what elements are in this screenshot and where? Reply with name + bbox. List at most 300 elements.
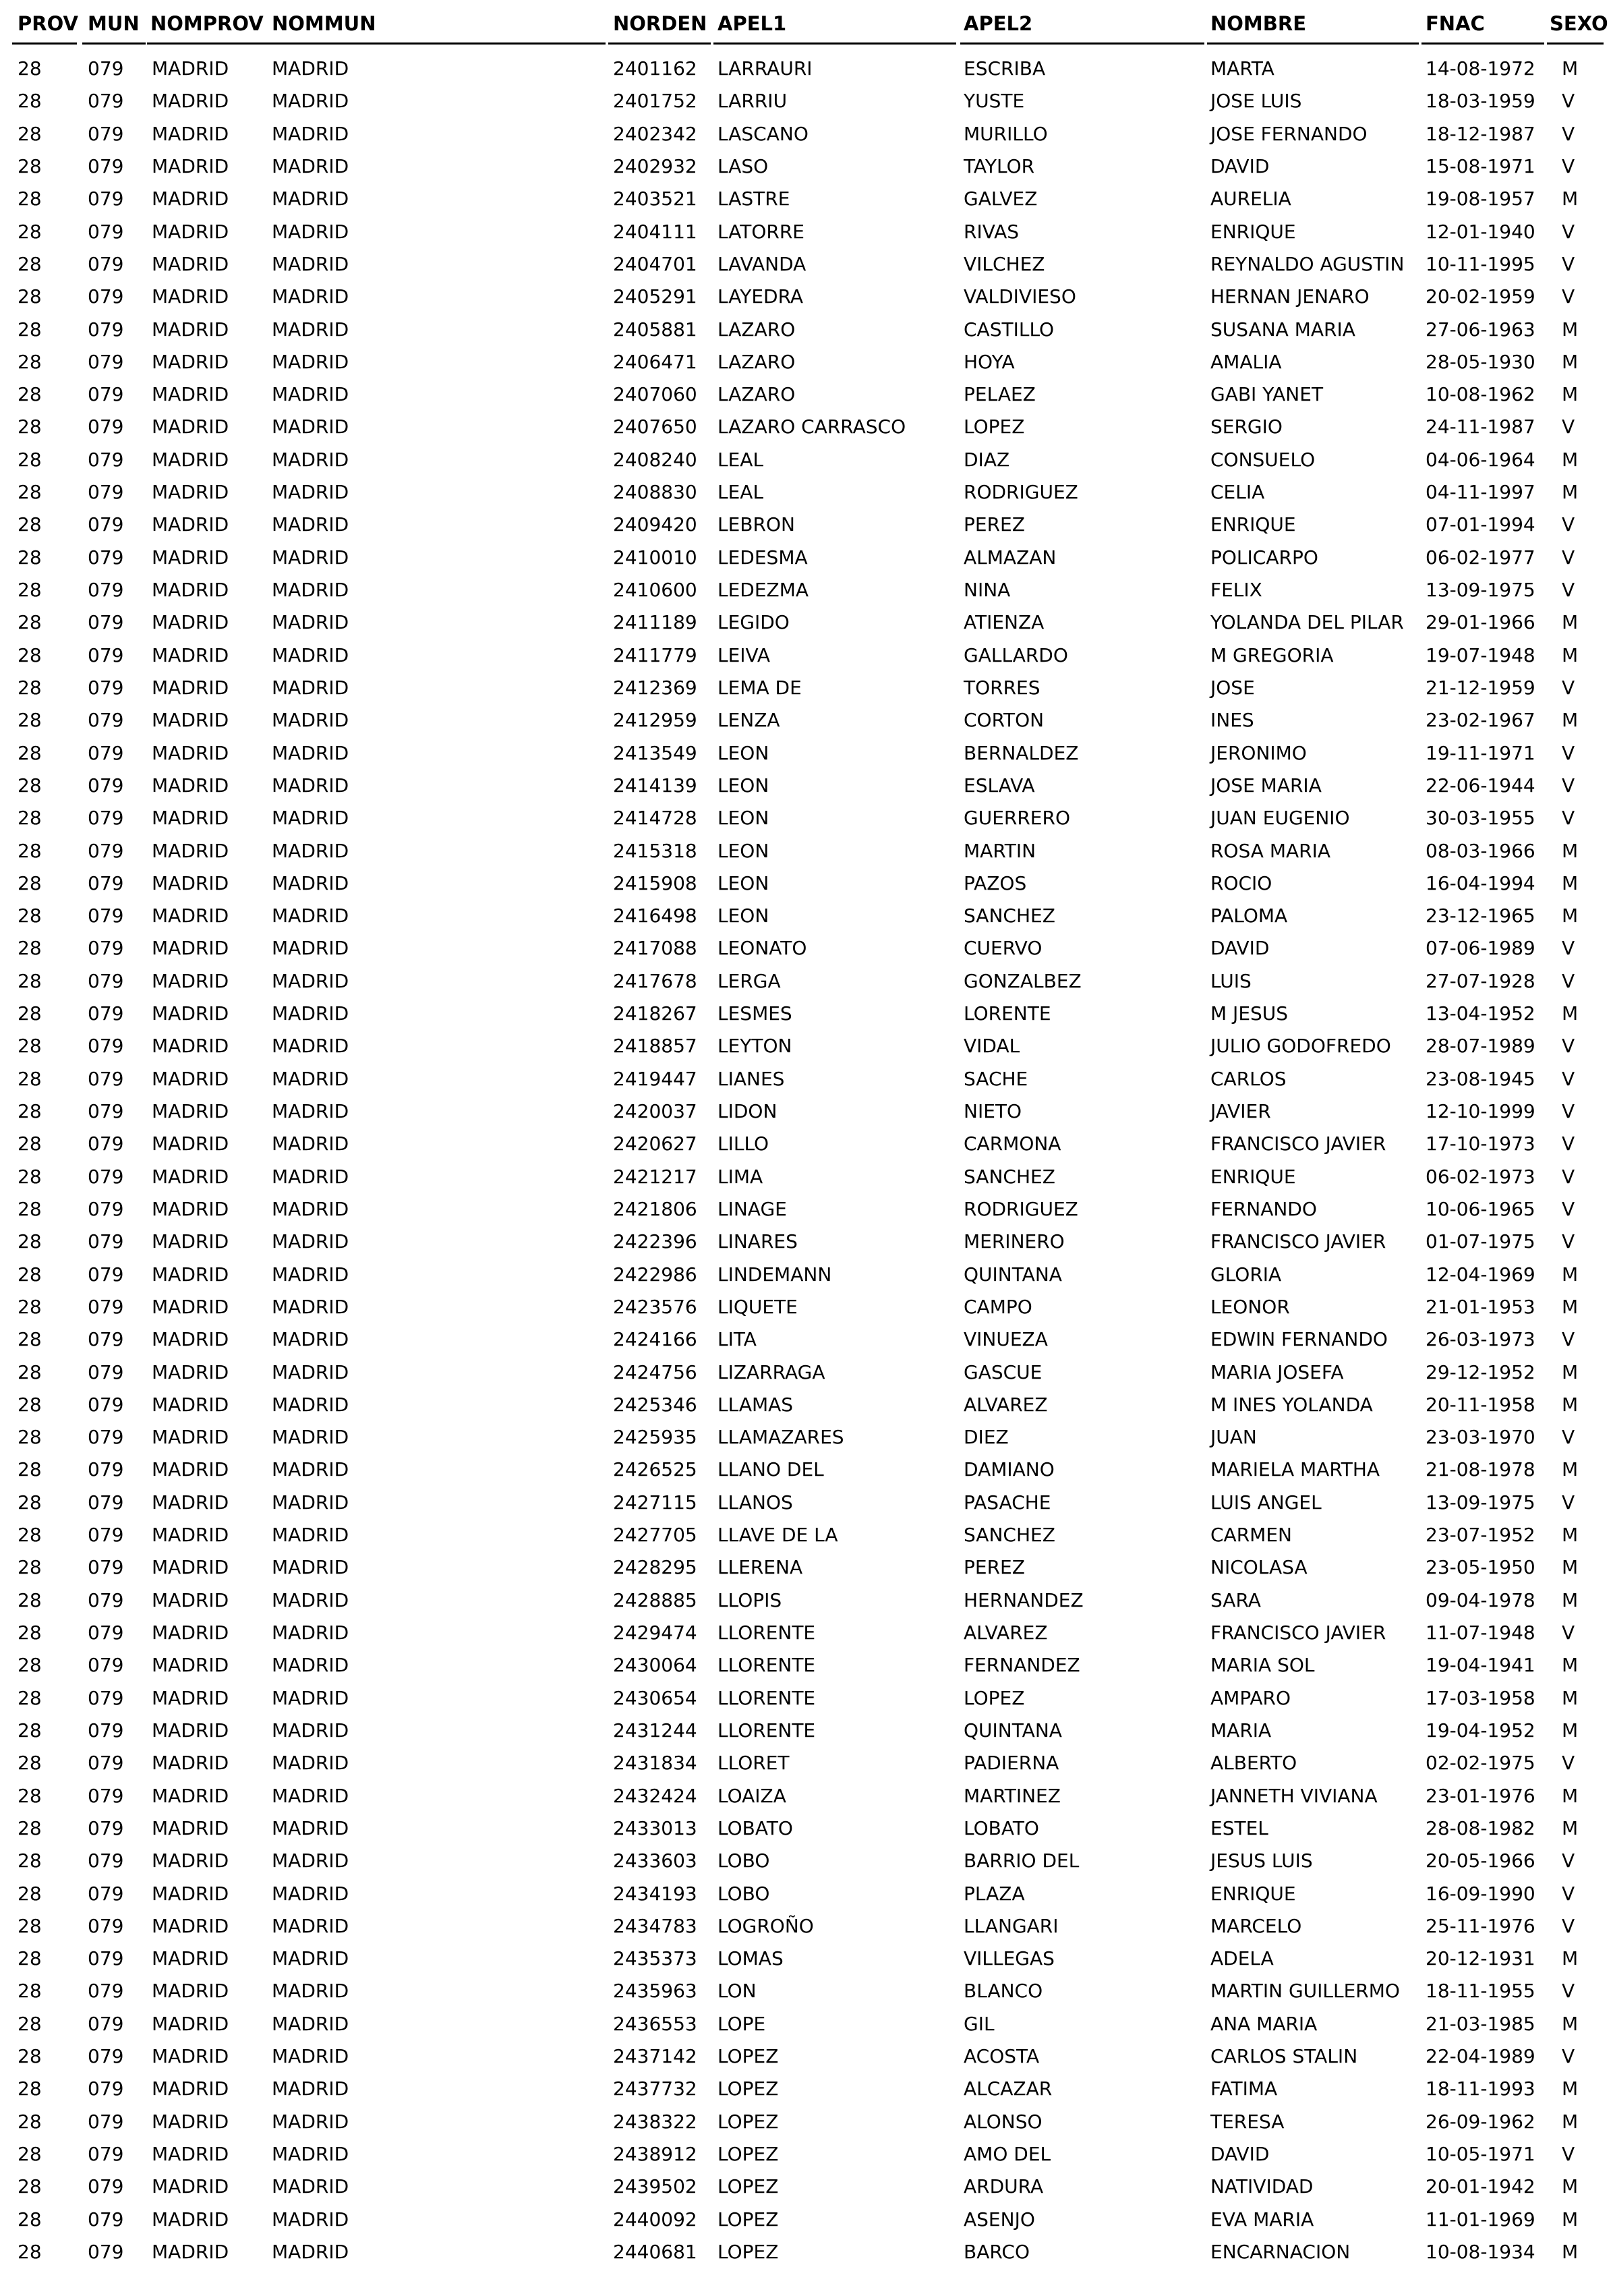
cell-nomprov: MADRID [152, 57, 229, 80]
cell-nomprov: MADRID [152, 2045, 229, 2068]
cell-mun: 079 [88, 1263, 124, 1286]
cell-norden: 2411779 [613, 643, 697, 666]
cell-prov: 28 [18, 1165, 42, 1188]
cell-apel1: LASO [717, 154, 769, 177]
cell-apel1: LEON [717, 905, 769, 927]
cell-mun: 079 [88, 1914, 124, 1937]
cell-sexo: M [1562, 871, 1579, 894]
cell-norden: 2407060 [613, 383, 697, 406]
cell-nombre: DAVID [1210, 937, 1270, 960]
cell-norden: 2429474 [613, 1621, 697, 1644]
table-row [12, 378, 1604, 411]
cell-sexo: M [1562, 839, 1579, 862]
cell-mun: 079 [88, 2077, 124, 2100]
cell-sexo: M [1562, 2175, 1579, 2198]
cell-apel2: VIDAL [964, 1035, 1020, 1058]
cell-mun: 079 [88, 709, 124, 732]
cell-mun: 079 [88, 1849, 124, 1872]
table-row [12, 998, 1604, 1030]
cell-nomprov: MADRID [152, 1621, 229, 1644]
cell-nombre: AMALIA [1210, 350, 1282, 373]
cell-norden: 2420037 [613, 1100, 697, 1122]
cell-mun: 079 [88, 741, 124, 764]
cell-sexo: V [1562, 1100, 1575, 1122]
table-row [12, 835, 1604, 867]
cell-apel2: PELAEZ [964, 383, 1036, 406]
cell-apel2: ESLAVA [964, 774, 1035, 797]
cell-norden: 2413549 [613, 741, 697, 764]
cell-fnac: 10-08-1934 [1426, 2240, 1535, 2263]
cell-nomprov: MADRID [152, 415, 229, 438]
cell-prov: 28 [18, 1719, 42, 1742]
cell-fnac: 19-11-1971 [1426, 741, 1535, 764]
cell-apel2: ESCRIBA [964, 57, 1046, 80]
cell-nomprov: MADRID [152, 1360, 229, 1383]
table-body [12, 53, 1604, 2268]
cell-apel2: LOPEZ [964, 1686, 1025, 1709]
cell-nommun: MADRID [272, 481, 349, 504]
cell-nommun: MADRID [272, 546, 349, 569]
cell-mun: 079 [88, 1295, 124, 1318]
cell-prov: 28 [18, 90, 42, 113]
cell-nommun: MADRID [272, 1849, 349, 1872]
cell-norden: 2424756 [613, 1360, 697, 1383]
cell-nombre: JOSE FERNANDO [1210, 122, 1368, 145]
cell-nombre: YOLANDA DEL PILAR [1210, 611, 1404, 634]
cell-nommun: MADRID [272, 1035, 349, 1058]
cell-nomprov: MADRID [152, 448, 229, 471]
cell-apel1: LATORRE [717, 220, 804, 243]
cell-nombre: LEONOR [1210, 1295, 1290, 1318]
table-row [12, 1389, 1604, 1421]
cell-nombre: CARMEN [1210, 1524, 1292, 1547]
cell-sexo: M [1562, 2110, 1579, 2133]
table-row [12, 2073, 1604, 2105]
table-row [12, 770, 1604, 802]
cell-norden: 2415908 [613, 871, 697, 894]
cell-nombre: DAVID [1210, 154, 1270, 177]
cell-nommun: MADRID [272, 969, 349, 992]
cell-nommun: MADRID [272, 2045, 349, 2068]
cell-apel2: RODRIGUEZ [964, 1197, 1078, 1220]
table-row [12, 1715, 1604, 1747]
cell-prov: 28 [18, 57, 42, 80]
cell-prov: 28 [18, 1882, 42, 1905]
cell-nombre: PALOMA [1210, 905, 1288, 927]
cell-nombre: ENRIQUE [1210, 220, 1296, 243]
cell-sexo: M [1562, 1393, 1579, 1416]
table-row [12, 1910, 1604, 1943]
cell-prov: 28 [18, 1100, 42, 1122]
cell-nomprov: MADRID [152, 383, 229, 406]
cell-prov: 28 [18, 611, 42, 634]
cell-apel1: LOPEZ [717, 2110, 779, 2133]
table-row [12, 965, 1604, 998]
cell-nombre: JOSE LUIS [1210, 90, 1302, 113]
cell-fnac: 21-08-1978 [1426, 1458, 1535, 1481]
table-row [12, 1747, 1604, 1779]
cell-nommun: MADRID [272, 579, 349, 601]
cell-norden: 2423576 [613, 1295, 697, 1318]
cell-sexo: M [1562, 2077, 1579, 2100]
cell-mun: 079 [88, 1426, 124, 1449]
cell-apel1: LLERENA [717, 1556, 803, 1579]
cell-apel1: LOBATO [717, 1816, 793, 1839]
cell-nommun: MADRID [272, 90, 349, 113]
cell-nombre: REYNALDO AGUSTIN [1210, 252, 1405, 275]
cell-prov: 28 [18, 2077, 42, 2100]
table-row [12, 118, 1604, 150]
cell-apel2: ARDURA [964, 2175, 1044, 2198]
table-row [12, 2171, 1604, 2203]
cell-apel2: QUINTANA [964, 1719, 1062, 1742]
cell-norden: 2439502 [613, 2175, 697, 2198]
cell-prov: 28 [18, 1426, 42, 1449]
cell-prov: 28 [18, 807, 42, 830]
cell-nomprov: MADRID [152, 318, 229, 341]
cell-nommun: MADRID [272, 285, 349, 308]
cell-prov: 28 [18, 1588, 42, 1611]
cell-apel2: FERNANDEZ [964, 1654, 1080, 1677]
cell-apel1: LEDEZMA [717, 579, 809, 601]
cell-nomprov: MADRID [152, 1458, 229, 1481]
cell-sexo: V [1562, 1197, 1575, 1220]
cell-nommun: MADRID [272, 839, 349, 862]
cell-mun: 079 [88, 1393, 124, 1416]
header-underline-norden [608, 42, 711, 45]
cell-nomprov: MADRID [152, 1328, 229, 1351]
cell-fnac: 10-05-1971 [1426, 2143, 1535, 2165]
cell-prov: 28 [18, 1360, 42, 1383]
cell-apel1: LOBO [717, 1849, 770, 1872]
cell-norden: 2431244 [613, 1719, 697, 1742]
cell-apel1: LOPE [717, 2012, 766, 2035]
cell-nombre: MARTIN GUILLERMO [1210, 1980, 1400, 2003]
cell-apel1: LEON [717, 741, 769, 764]
cell-nomprov: MADRID [152, 807, 229, 830]
cell-nombre: MARCELO [1210, 1914, 1302, 1937]
cell-fnac: 06-02-1973 [1426, 1165, 1535, 1188]
cell-apel2: VILLEGAS [964, 1947, 1055, 1970]
cell-norden: 2434193 [613, 1882, 697, 1905]
cell-nombre: ALBERTO [1210, 1752, 1297, 1775]
cell-sexo: M [1562, 1458, 1579, 1481]
cell-nomprov: MADRID [152, 2110, 229, 2133]
cell-norden: 2422986 [613, 1263, 697, 1286]
cell-apel1: LOAIZA [717, 1784, 786, 1807]
cell-norden: 2412369 [613, 676, 697, 699]
cell-prov: 28 [18, 579, 42, 601]
cell-mun: 079 [88, 1002, 124, 1025]
cell-nommun: MADRID [272, 513, 349, 536]
cell-apel1: LAYEDRA [717, 285, 804, 308]
cell-norden: 2424166 [613, 1328, 697, 1351]
column-header-nomprov: NOMPROV [150, 12, 264, 35]
cell-mun: 079 [88, 1654, 124, 1677]
cell-apel2: RIVAS [964, 220, 1020, 243]
table-row [12, 2138, 1604, 2171]
cell-norden: 2438912 [613, 2143, 697, 2165]
cell-apel2: RODRIGUEZ [964, 481, 1078, 504]
cell-prov: 28 [18, 2240, 42, 2263]
cell-nomprov: MADRID [152, 709, 229, 732]
cell-fnac: 18-12-1987 [1426, 122, 1535, 145]
cell-fnac: 19-04-1952 [1426, 1719, 1535, 1742]
cell-apel1: LIDON [717, 1100, 778, 1122]
cell-apel1: LEBRON [717, 513, 795, 536]
cell-nommun: MADRID [272, 1197, 349, 1220]
cell-nomprov: MADRID [152, 1752, 229, 1775]
cell-sexo: M [1562, 318, 1579, 341]
cell-prov: 28 [18, 1686, 42, 1709]
cell-apel2: NIETO [964, 1100, 1022, 1122]
cell-prov: 28 [18, 871, 42, 894]
cell-apel2: QUINTANA [964, 1263, 1062, 1286]
cell-prov: 28 [18, 546, 42, 569]
cell-sexo: M [1562, 2208, 1579, 2231]
cell-apel1: LEON [717, 871, 769, 894]
cell-apel2: ALMAZAN [964, 546, 1057, 569]
cell-fnac: 26-09-1962 [1426, 2110, 1535, 2133]
cell-apel1: LEONATO [717, 937, 807, 960]
cell-sexo: M [1562, 1002, 1579, 1025]
cell-norden: 2417678 [613, 969, 697, 992]
cell-nomprov: MADRID [152, 1426, 229, 1449]
cell-mun: 079 [88, 1752, 124, 1775]
cell-fnac: 14-08-1972 [1426, 57, 1535, 80]
cell-mun: 079 [88, 676, 124, 699]
cell-apel1: LAZARO CARRASCO [717, 415, 906, 438]
cell-apel2: ALCAZAR [964, 2077, 1053, 2100]
cell-nombre: FATIMA [1210, 2077, 1278, 2100]
table-row [12, 2204, 1604, 2236]
cell-nommun: MADRID [272, 643, 349, 666]
cell-norden: 2440681 [613, 2240, 697, 2263]
cell-norden: 2434783 [613, 1914, 697, 1937]
cell-sexo: V [1562, 546, 1575, 569]
cell-apel2: SANCHEZ [964, 1165, 1055, 1188]
table-row [12, 53, 1604, 85]
cell-prov: 28 [18, 774, 42, 797]
table-row [12, 248, 1604, 281]
cell-prov: 28 [18, 383, 42, 406]
cell-nombre: CELIA [1210, 481, 1265, 504]
cell-nommun: MADRID [272, 1947, 349, 1970]
cell-apel2: ALONSO [964, 2110, 1043, 2133]
cell-sexo: M [1562, 1360, 1579, 1383]
cell-norden: 2422396 [613, 1230, 697, 1253]
cell-nomprov: MADRID [152, 839, 229, 862]
cell-mun: 079 [88, 871, 124, 894]
cell-nomprov: MADRID [152, 1295, 229, 1318]
cell-apel1: LLAVE DE LA [717, 1524, 838, 1547]
cell-sexo: M [1562, 1784, 1579, 1807]
cell-norden: 2437142 [613, 2045, 697, 2068]
cell-sexo: M [1562, 1686, 1579, 1709]
cell-nommun: MADRID [272, 57, 349, 80]
cell-norden: 2419447 [613, 1067, 697, 1090]
cell-apel1: LLOPIS [717, 1588, 782, 1611]
cell-norden: 2403521 [613, 188, 697, 210]
cell-apel2: GASCUE [964, 1360, 1043, 1383]
cell-fnac: 01-07-1975 [1426, 1230, 1535, 1253]
table-row [12, 1519, 1604, 1551]
cell-apel2: TORRES [964, 676, 1040, 699]
table-row [12, 1356, 1604, 1389]
cell-nommun: MADRID [272, 871, 349, 894]
cell-norden: 2408830 [613, 481, 697, 504]
cell-apel2: VALDIVIESO [964, 285, 1076, 308]
cell-prov: 28 [18, 481, 42, 504]
cell-nombre: JANNETH VIVIANA [1210, 1784, 1378, 1807]
cell-apel1: LOBO [717, 1882, 770, 1905]
cell-apel2: GONZALBEZ [964, 969, 1082, 992]
cell-nombre: M INES YOLANDA [1210, 1393, 1373, 1416]
cell-sexo: V [1562, 1230, 1575, 1253]
table-row [12, 1649, 1604, 1682]
cell-fnac: 19-04-1941 [1426, 1654, 1535, 1677]
cell-nommun: MADRID [272, 1263, 349, 1286]
cell-mun: 079 [88, 2175, 124, 2198]
cell-nomprov: MADRID [152, 285, 229, 308]
cell-mun: 079 [88, 2143, 124, 2165]
table-row [12, 85, 1604, 117]
cell-prov: 28 [18, 1849, 42, 1872]
cell-prov: 28 [18, 1947, 42, 1970]
cell-mun: 079 [88, 220, 124, 243]
cell-norden: 2409420 [613, 513, 697, 536]
cell-norden: 2431834 [613, 1752, 697, 1775]
cell-nomprov: MADRID [152, 2012, 229, 2035]
cell-prov: 28 [18, 1035, 42, 1058]
cell-sexo: M [1562, 1947, 1579, 1970]
cell-nomprov: MADRID [152, 2240, 229, 2263]
cell-apel2: TAYLOR [964, 154, 1035, 177]
cell-prov: 28 [18, 1263, 42, 1286]
cell-sexo: V [1562, 1035, 1575, 1058]
table-row [12, 281, 1604, 313]
cell-nommun: MADRID [272, 252, 349, 275]
cell-nommun: MADRID [272, 1621, 349, 1644]
cell-apel2: PASACHE [964, 1491, 1051, 1514]
cell-nomprov: MADRID [152, 1067, 229, 1090]
cell-apel2: SANCHEZ [964, 905, 1055, 927]
cell-mun: 079 [88, 2012, 124, 2035]
cell-nommun: MADRID [272, 905, 349, 927]
cell-apel1: LLORET [717, 1752, 790, 1775]
cell-mun: 079 [88, 513, 124, 536]
cell-nombre: GLORIA [1210, 1263, 1282, 1286]
cell-apel1: LOPEZ [717, 2175, 779, 2198]
cell-prov: 28 [18, 1914, 42, 1937]
cell-nommun: MADRID [272, 1458, 349, 1481]
cell-nomprov: MADRID [152, 188, 229, 210]
cell-fnac: 18-03-1959 [1426, 90, 1535, 113]
header-underline-prov [12, 42, 77, 45]
cell-prov: 28 [18, 1980, 42, 2003]
cell-sexo: V [1562, 676, 1575, 699]
cell-fnac: 20-12-1931 [1426, 1947, 1535, 1970]
cell-nommun: MADRID [272, 2175, 349, 2198]
cell-nomprov: MADRID [152, 1197, 229, 1220]
cell-apel2: CORTON [964, 709, 1045, 732]
cell-nombre: JERONIMO [1210, 741, 1307, 764]
cell-nommun: MADRID [272, 676, 349, 699]
cell-fnac: 23-03-1970 [1426, 1426, 1535, 1449]
cell-mun: 079 [88, 1719, 124, 1742]
table-row [12, 1291, 1604, 1323]
cell-fnac: 10-06-1965 [1426, 1197, 1535, 1220]
cell-fnac: 07-06-1989 [1426, 937, 1535, 960]
cell-nombre: FRANCISCO JAVIER [1210, 1132, 1386, 1155]
cell-prov: 28 [18, 1621, 42, 1644]
cell-nommun: MADRID [272, 1165, 349, 1188]
cell-fnac: 08-03-1966 [1426, 839, 1535, 862]
cell-apel1: LAZARO [717, 318, 796, 341]
cell-apel1: LILLO [717, 1132, 769, 1155]
cell-prov: 28 [18, 1524, 42, 1547]
cell-fnac: 06-02-1977 [1426, 546, 1535, 569]
cell-apel1: LIMA [717, 1165, 763, 1188]
cell-nommun: MADRID [272, 1360, 349, 1383]
table-row [12, 1878, 1604, 1910]
table-row [12, 900, 1604, 932]
cell-nomprov: MADRID [152, 1719, 229, 1742]
cell-apel2: ASENJO [964, 2208, 1035, 2231]
cell-mun: 079 [88, 546, 124, 569]
cell-apel2: PADIERNA [964, 1752, 1059, 1775]
cell-apel2: BLANCO [964, 1980, 1043, 2003]
cell-apel2: LOPEZ [964, 415, 1025, 438]
table-row [12, 1128, 1604, 1160]
cell-apel2: GALVEZ [964, 188, 1038, 210]
table-row [12, 1617, 1604, 1649]
cell-norden: 2412959 [613, 709, 697, 732]
cell-sexo: V [1562, 415, 1575, 438]
cell-prov: 28 [18, 220, 42, 243]
cell-nommun: MADRID [272, 383, 349, 406]
cell-apel2: LOBATO [964, 1816, 1039, 1839]
cell-nomprov: MADRID [152, 1035, 229, 1058]
cell-prov: 28 [18, 2208, 42, 2231]
column-header-prov: PROV [18, 12, 78, 35]
cell-nombre: MARIA [1210, 1719, 1272, 1742]
table-row [12, 509, 1604, 541]
cell-nomprov: MADRID [152, 905, 229, 927]
table-row [12, 476, 1604, 509]
cell-apel2: GALLARDO [964, 643, 1068, 666]
cell-nomprov: MADRID [152, 513, 229, 536]
cell-apel1: LEON [717, 774, 769, 797]
cell-norden: 2418267 [613, 1002, 697, 1025]
cell-apel2: BARCO [964, 2240, 1030, 2263]
cell-norden: 2435963 [613, 1980, 697, 2003]
cell-apel1: LASTRE [717, 188, 790, 210]
table-row [12, 1682, 1604, 1715]
cell-mun: 079 [88, 1230, 124, 1253]
cell-prov: 28 [18, 905, 42, 927]
cell-fnac: 13-04-1952 [1426, 1002, 1535, 1025]
cell-apel2: CAMPO [964, 1295, 1032, 1318]
cell-sexo: M [1562, 905, 1579, 927]
cell-nommun: MADRID [272, 2077, 349, 2100]
cell-nombre: AMPARO [1210, 1686, 1291, 1709]
table-row [12, 1226, 1604, 1258]
cell-sexo: V [1562, 1914, 1575, 1937]
cell-sexo: V [1562, 1165, 1575, 1188]
cell-fnac: 10-11-1995 [1426, 252, 1535, 275]
cell-nombre: MARTA [1210, 57, 1274, 80]
